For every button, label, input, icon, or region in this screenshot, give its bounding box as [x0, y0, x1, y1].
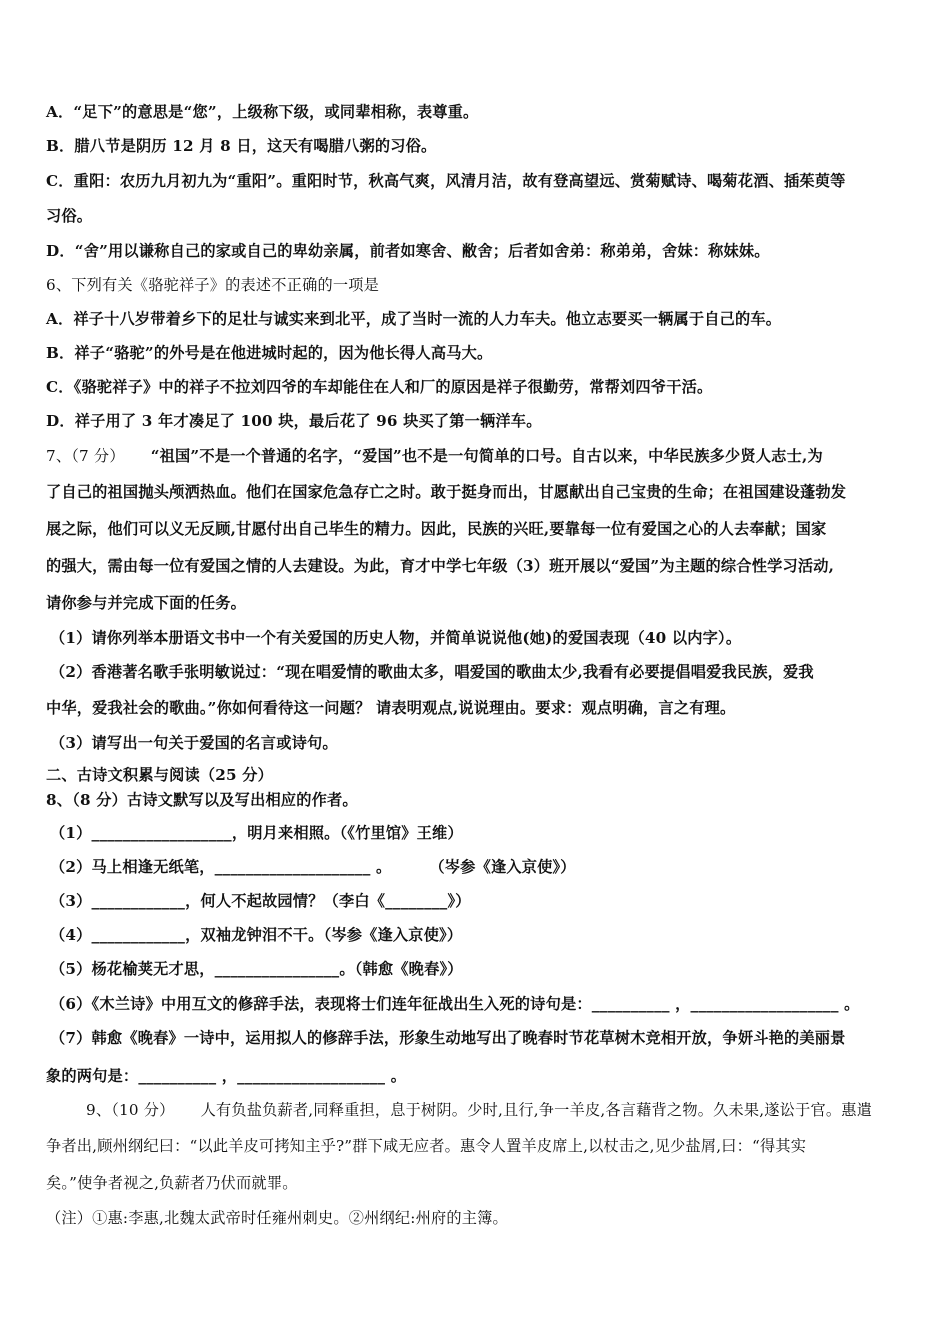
- q9-passage-line3: 矣。”使争者视之,负薪者乃伏而就罪。: [46, 1174, 298, 1192]
- q8-item-7-line2: 象的两句是：__________ ，___________________ 。: [46, 1067, 407, 1085]
- q8-stem: 8、（8 分）古诗文默写以及写出相应的作者。: [46, 791, 358, 809]
- q7-task-3: （3）请写出一句关于爱国的名言或诗句。: [50, 734, 338, 752]
- q5-option-c-line2: 习俗。: [46, 207, 93, 225]
- q7-task-1: （1）请你列举本册语文书中一个有关爱国的历史人物，并简单说说他(她)的爱国表现（40 以内字）。: [50, 629, 742, 647]
- q8-item-2-text: （2）马上相逢无纸笔，____________________ 。: [50, 858, 392, 876]
- q8-item-2: [50, 857, 576, 877]
- q7-passage-line3: 展之际，他们可以义无反顾,甘愿付出自己毕生的精力。因此，民族的兴旺,要靠每一位有爱国之心的人去奉献；国家: [46, 520, 827, 538]
- q7-passage-line4: 的强大，需由每一位有爱国之情的人去建设。为此，育才中学七年级（3）班开展以“爱国”为主题的综合性学习活动,: [46, 557, 835, 575]
- q7-passage-line1: “祖国”不是一个普通的名字，“爱国”也不是一句简单的口号。自古以来，中华民族多少贤人志士,为: [150, 447, 823, 465]
- q5-option-b: B．腊八节是阴历 12 月 8 日，这天有喝腊八粥的习俗。: [46, 137, 437, 155]
- q7-task-2-line2: 中华，爱我社会的歌曲。”你如何看待这一问题？ 请表明观点,说说理由。要求：观点明确，言之有理。: [46, 699, 736, 717]
- q8-item-2-source: （岑参《逢入京使》）: [429, 858, 576, 876]
- q7-passage-line2: 了自己的祖国抛头颅洒热血。他们在国家危急存亡之时。敢于挺身而出，甘愿献出自己宝贵的生命；在祖国建设蓬勃发: [46, 483, 847, 501]
- q9-line1: [86, 1100, 872, 1120]
- q6-option-c: C．《骆驼祥子》中的祥子不拉刘四爷的车却能住在人和厂的原因是祥子很勤劳，常帮刘四爷干活。: [46, 378, 713, 396]
- q9-passage-line1: 人有负盐负薪者,同释重担，息于树阴。少时,且行,争一羊皮,各言藉背之物。久未果,遂讼于官。惠遣: [200, 1101, 872, 1119]
- q7-number: 7、（7 分）: [46, 447, 125, 465]
- q6-option-a: A．祥子十八岁带着乡下的足壮与诚实来到北平，成了当时一流的人力车夫。他立志要买一辆属于自己的车。: [46, 310, 782, 328]
- q7-line1: [46, 446, 823, 466]
- q9-passage-line2: 争者出,顾州纲纪曰：“以此羊皮可拷知主乎?”群下咸无应者。惠令人置羊皮席上,以杖击之,见少盐屑,曰：“得其实: [46, 1137, 807, 1155]
- q6-option-b: B．祥子“骆驼”的外号是在他进城时起的，因为他长得人高马大。: [46, 344, 493, 362]
- q5-option-c-line1: C．重阳：农历九月初九为“重阳”。重阳时节，秋高气爽，风清月洁，故有登高望远、赏菊赋诗、喝菊花酒、插茱萸等: [46, 172, 846, 190]
- q5-option-d: D．“舍”用以谦称自己的家或自己的卑幼亲属，前者如寒舍、敝舍；后者如舍弟：称弟弟，舍妹：称妹妹。: [46, 242, 770, 260]
- section-2-title: 二、古诗文积累与阅读（25 分）: [46, 766, 274, 784]
- q9-number: 9、（10 分）: [86, 1101, 175, 1119]
- q7-task-2-line1: （2）香港著名歌手张明敏说过：“现在唱爱情的歌曲太多，唱爱国的歌曲太少,我看有必要提倡唱爱我民族，爱我: [50, 663, 814, 681]
- q8-item-6: （6）《木兰诗》中用互文的修辞手法，表现将士们连年征战出生入死的诗句是：__________ ，___________________ 。: [50, 995, 860, 1013]
- q7-passage-line5: 请你参与并完成下面的任务。: [46, 594, 247, 612]
- q8-item-1: （1）__________________，明月来相照。（《竹里馆》王维）: [50, 824, 463, 842]
- q8-item-7-line1: （7）韩愈《晚春》一诗中，运用拟人的修辞手法，形象生动地写出了晚春时节花草树木竞相开放，争妍斗艳的美丽景: [50, 1029, 846, 1047]
- q9-note: （注）①惠:李惠,北魏太武帝时任雍州刺史。②州纲纪:州府的主簿。: [46, 1209, 508, 1227]
- q8-item-4: （4）____________，双袖龙钟泪不干。（岑参《逢入京使》）: [50, 926, 463, 944]
- q5-option-a: A．“足下”的意思是“您”，上级称下级，或同辈相称，表尊重。: [46, 103, 479, 121]
- q8-item-3: （3）____________，何人不起故园情？（李白《________》）: [50, 892, 471, 910]
- q8-item-5: （5）杨花榆荚无才思，________________。（韩愈《晚春》）: [50, 960, 463, 978]
- q6-option-d: D．祥子用了 3 年才凑足了 100 块，最后花了 96 块买了第一辆洋车。: [46, 412, 542, 430]
- q6-stem: 6、下列有关《骆驼祥子》的表述不正确的一项是: [46, 276, 380, 294]
